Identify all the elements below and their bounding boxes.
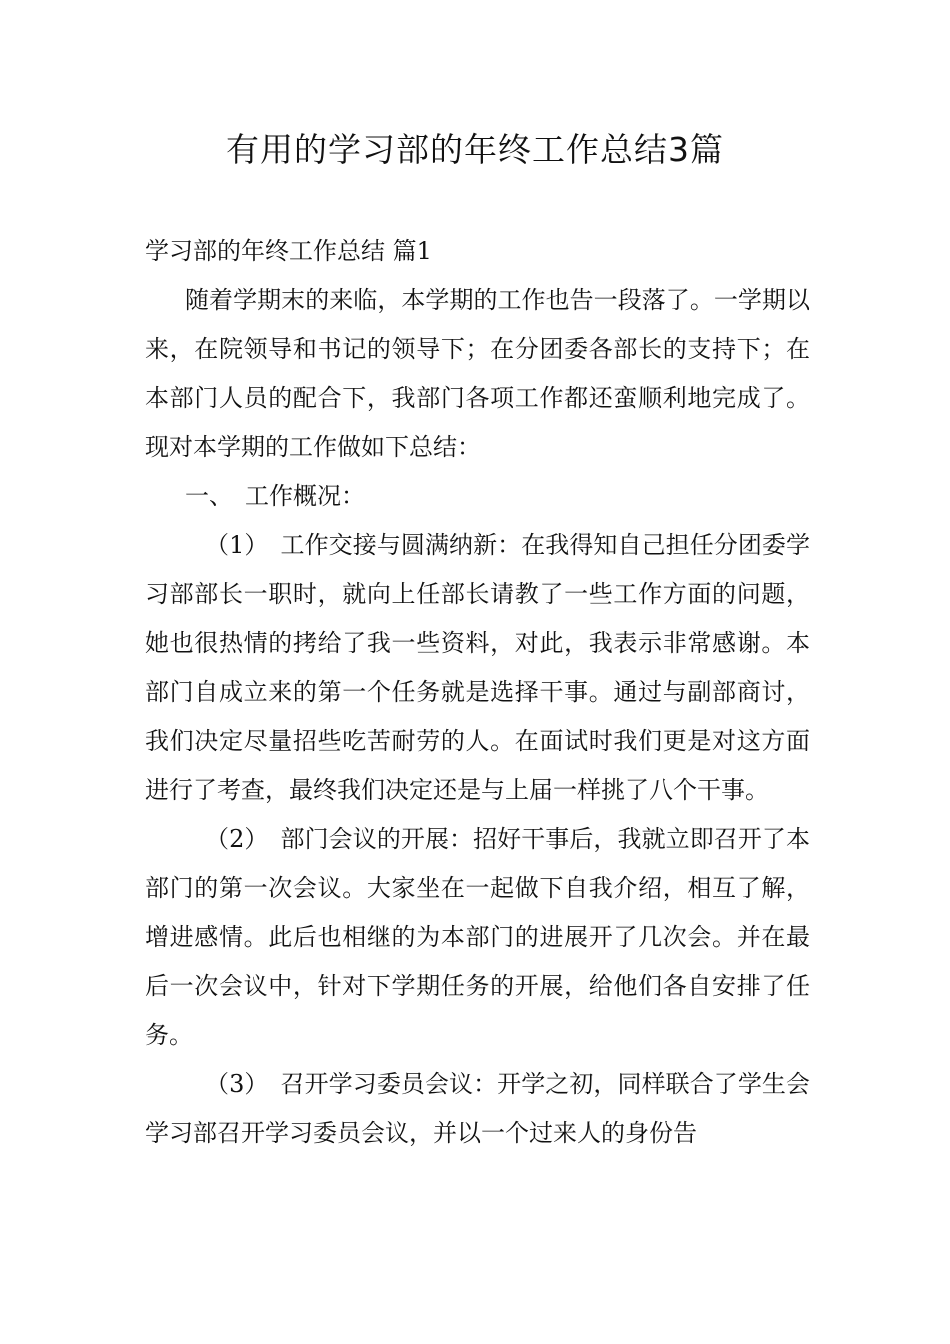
document-title: 有用的学习部的年终工作总结3篇 [226,130,724,169]
paragraph-item-2: （2） 部门会议的开展：招好干事后，我就立即召开了本部门的第一次会议。大家坐在一起做下自我介绍，相互了解，增进感情。此后也相继的为本部门的进展开了几次会。并在最后一次会议中，针对下学期任务的开展，给他们各自安排了任务。 [145,825,810,1049]
paragraph-item-3: （3） 召开学习委员会议：开学之初，同样联合了学生会学习部召开学习委员会议，并以一个过来人的身份告 [145,1070,810,1147]
paragraph-item-1: （1） 工作交接与圆满纳新：在我得知自己担任分团委学习部部长一职时，就向上任部长请教了一些工作方面的问题，她也很热情的拷给了我一些资料，对此，我表示非常感谢。本部门自成立来的第一个任务就是选择干事。通过与副部商讨，我们决定尽量招些吃苦耐劳的人。在面试时我们更是对这方面进行了考查，最终我们决定还是与上届一样挑了八个干事。 [145,531,810,804]
document-body [145,227,810,1158]
paragraph-intro: 随着学期末的来临，本学期的工作也告一段落了。一学期以来，在院领导和书记的领导下；在分团委各部长的支持下；在本部门人员的配合下，我部门各项工作都还蛮顺利地完成了。现对本学期的工作做如下总结： [145,286,810,461]
section-heading: 学习部的年终工作总结 篇1 [145,237,432,265]
paragraph-heading-overview: 一、 工作概况： [185,482,365,510]
